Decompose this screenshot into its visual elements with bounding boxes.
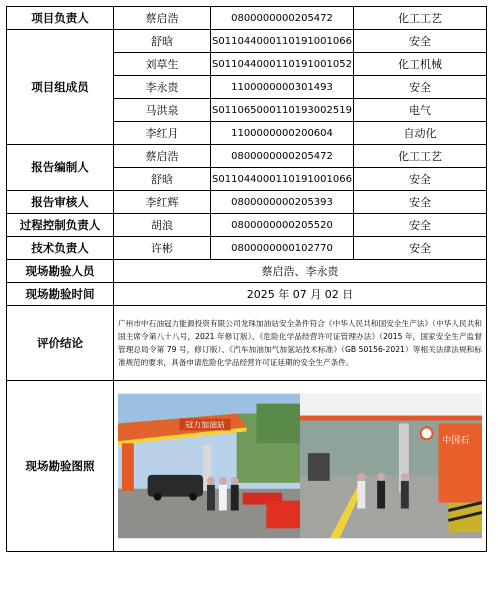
specialty: 安全 <box>354 214 487 237</box>
cert-number: 0800000000205472 <box>211 145 354 168</box>
cert-number: 0800000000205472 <box>211 7 354 30</box>
person-name: 刘草生 <box>114 53 211 76</box>
table-row <box>7 260 487 283</box>
cert-number: S011065000110193002519 <box>211 99 354 122</box>
survey-time-label: 现场勘验时间 <box>7 283 114 306</box>
person-name: 胡浪 <box>114 214 211 237</box>
specialty: 安全 <box>354 237 487 260</box>
specialty: 安全 <box>354 191 487 214</box>
station-sign: 中国石 <box>442 436 470 447</box>
conclusion-label: 评价结论 <box>7 306 114 381</box>
survey-staff-value: 蔡启浩、李永贵 <box>114 260 487 283</box>
row-label: 报告编制人 <box>7 145 114 191</box>
cert-number: S011044000110191001066 <box>211 30 354 53</box>
row-label: 技术负责人 <box>7 237 114 260</box>
survey-time-value: 2025 年 07 月 02 日 <box>114 283 487 306</box>
person-name: 蔡启浩 <box>114 145 211 168</box>
person-name: 李永贵 <box>114 76 211 99</box>
table-row <box>7 214 487 237</box>
specialty: 电气 <box>354 99 487 122</box>
table-row <box>7 30 487 53</box>
specialty: 安全 <box>354 76 487 99</box>
photos-label: 现场勘验图照 <box>7 381 114 552</box>
person-name: 许彬 <box>114 237 211 260</box>
cert-number: 0800000000205520 <box>211 214 354 237</box>
row-label: 项目组成员 <box>7 30 114 145</box>
personnel-table <box>6 6 487 552</box>
specialty: 化工机械 <box>354 53 487 76</box>
specialty: 化工工艺 <box>354 145 487 168</box>
person-name: 舒晗 <box>114 30 211 53</box>
survey-staff-label: 现场勘验人员 <box>7 260 114 283</box>
person-name: 蔡启浩 <box>114 7 211 30</box>
specialty: 安全 <box>354 30 487 53</box>
specialty: 自动化 <box>354 122 487 145</box>
person-name: 舒晗 <box>114 168 211 191</box>
cert-number: 0800000000205393 <box>211 191 354 214</box>
person-name: 马洪泉 <box>114 99 211 122</box>
cert-number: S011044000110191001052 <box>211 53 354 76</box>
conclusion-text: 广州市中石油冠力能源投资有限公司龙珠加油站安全条件符合《中华人民共和国安全生产法》（中华人民共和国主席令第八十八号，2021 年修订版）、《危险化学品经营许可证管理办法》（2015 年，国家安全生产监督管理总局令第 79 号，修订版）、《汽车加油加气加氢站技术标准》（GB 50156-2021）等相关法律法规和标准规范的要求，具备申请危险化学品经营许可证延期的安全生产条件。 <box>114 306 487 381</box>
specialty: 化工工艺 <box>354 7 487 30</box>
row-label: 项目负责人 <box>7 7 114 30</box>
photos-cell <box>114 381 487 552</box>
site-photo-left <box>118 393 300 539</box>
person-name: 李红辉 <box>114 191 211 214</box>
cert-number: 1100000000301493 <box>211 76 354 99</box>
table-row <box>7 7 487 30</box>
table-row <box>7 306 487 381</box>
table-row <box>7 237 487 260</box>
cert-number: S011044000110191001066 <box>211 168 354 191</box>
site-photo-right <box>300 393 482 539</box>
row-label: 过程控制负责人 <box>7 214 114 237</box>
row-label: 报告审核人 <box>7 191 114 214</box>
cert-number: 0800000000102770 <box>211 237 354 260</box>
person-name: 李红月 <box>114 122 211 145</box>
table-row <box>7 145 487 168</box>
table-row <box>7 283 487 306</box>
table-row <box>7 191 487 214</box>
specialty: 安全 <box>354 168 487 191</box>
cert-number: 1100000000200604 <box>211 122 354 145</box>
station-sign: 冠力加油站 <box>185 420 225 430</box>
table-row <box>7 381 487 552</box>
evaluation-sheet <box>6 6 486 552</box>
